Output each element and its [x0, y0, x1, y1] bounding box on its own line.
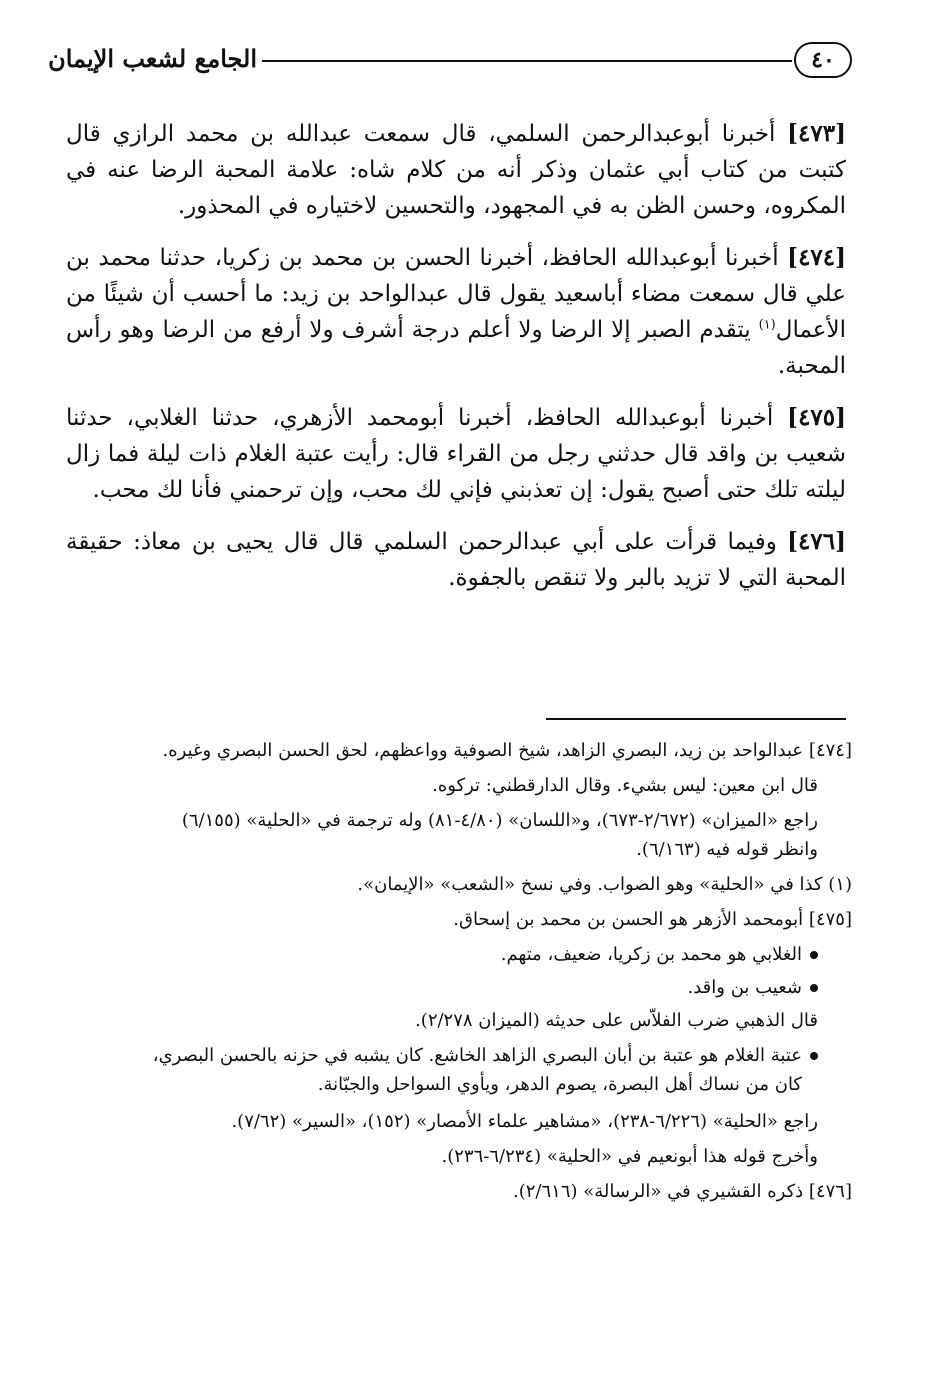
footnote-separator	[546, 718, 846, 720]
note-text: ذكره القشيري في «الرسالة» (٢/٦١٦).	[512, 1181, 804, 1202]
bullet-icon	[810, 1052, 818, 1060]
paragraph-text: أخبرنا أبوعبدالله الحافظ، أخبرنا أبومحمد الأزهري، حدثنا الغلابي، حدثنا شعيب بن واقد قال حدثني رجل من القراء قال: رأيت عتبة الغلام ذات ليلة فما زال ليلته تلك حتى أصبح يقول: إن تعذبني فإني لك محب، وإن ترحمني فأنا لك محب.	[66, 405, 846, 503]
note-line: قال ابن معين: ليس بشيء. وقال الدارقطني: تركوه.	[432, 775, 818, 796]
running-title: الجامع لشعب الإيمان	[48, 44, 257, 73]
paragraph-474	[66, 240, 846, 384]
paragraph-473	[66, 116, 846, 224]
note-line: وأخرج قوله هذا أبونعيم في «الحلية» (٦/٢٣٤-٢٣٦).	[441, 1146, 818, 1167]
bullet-text: شعيب بن واقد.	[687, 977, 802, 998]
paragraph-475	[66, 400, 846, 508]
paragraph-text: وفيما قرأت على أبي عبدالرحمن السلمي قال قال يحيى بن معاذ: حقيقة المحبة التي لا تزيد بالبر ولا تنقص بالجفوة.	[66, 529, 846, 591]
entry-number: [٤٧٥]	[787, 404, 847, 431]
bullet-item	[66, 973, 852, 1002]
footnote-1: (١) كذا في «الحلية» وهو الصواب. وفي نسخ «الشعب» «الإيمان».	[357, 874, 852, 895]
note-475	[66, 905, 852, 934]
note-number: [٤٧٥]	[808, 909, 852, 930]
paragraph-476	[66, 524, 846, 596]
note-476	[66, 1177, 852, 1206]
header-rule	[262, 60, 792, 62]
note-number: [٤٧٦]	[808, 1181, 852, 1202]
note-text: أبومحمد الأزهر هو الحسن بن محمد بن إسحاق.	[453, 909, 804, 930]
note-line: وانظر قوله فيه (٦/١٦٣).	[636, 839, 818, 860]
main-text	[66, 116, 846, 612]
bullet-icon	[810, 984, 818, 992]
bullet-text-continued: كان من نساك أهل البصرة، يصوم الدهر، ويأوي السواحل والجبّانة.	[317, 1074, 802, 1095]
bullet-item	[66, 1041, 852, 1099]
footnote-marker: (١)	[758, 317, 776, 333]
bullet-item	[66, 940, 852, 969]
paragraph-text: أخبرنا أبوعبدالله الحافظ، أخبرنا الحسن بن محمد بن زكريا، حدثنا محمد بن علي قال سمعت مضاء أباسعيد يقول قال عبدالواحد بن زيد: ما أحسب أن شيئًا من الأعمال	[66, 245, 846, 343]
paragraph-text: أخبرنا أبوعبدالرحمن السلمي، قال سمعت عبدالله بن محمد الرازي قال كتبت من كتاب أبي عثمان وذكر أنه من كلام شاه: علامة المحبة الرضا عنه في المكروه، وحسن الظن به في المجهود، والتحسين لاختياره في المحذور.	[66, 121, 846, 219]
bullet-text: الغلابي هو محمد بن زكريا، ضعيف، متهم.	[500, 944, 802, 965]
note-text: عبدالواحد بن زيد، البصري الزاهد، شيخ الصوفية وواعظهم، لحق الحسن البصري وغيره.	[162, 740, 804, 761]
bullet-icon	[810, 951, 818, 959]
note-number: [٤٧٤]	[808, 740, 852, 761]
note-line: راجع «الميزان» (٢/٦٧٢-٦٧٣)، و«اللسان» (٤/٨٠-٨١) وله ترجمة في «الحلية» (٦/١٥٥)	[181, 810, 818, 831]
paragraph-text: يتقدم الصبر إلا الرضا ولا أعلم درجة أشرف ولا أرفع من الرضا وهو رأس المحبة.	[66, 317, 846, 379]
footnotes	[66, 736, 852, 1212]
note-line: راجع «الحلية» (٦/٢٢٦-٢٣٨)، «مشاهير علماء الأمصار» (١٥٢)، «السير» (٧/٦٢).	[231, 1111, 818, 1132]
bullet-text: عتبة الغلام هو عتبة بن أبان البصري الزاهد الخاشع. كان يشبه في حزنه بالحسن البصري،	[152, 1045, 802, 1066]
page-number: ٤٠	[794, 42, 852, 78]
note-474	[66, 736, 852, 765]
entry-number: [٤٧٤]	[787, 244, 847, 271]
page-header	[48, 36, 852, 86]
entry-number: [٤٧٣]	[787, 120, 846, 147]
entry-number: [٤٧٦]	[787, 528, 846, 555]
note-line: قال الذهبي ضرب الفلاّس على حديثه (الميزان ٢/٢٧٨).	[415, 1010, 818, 1031]
